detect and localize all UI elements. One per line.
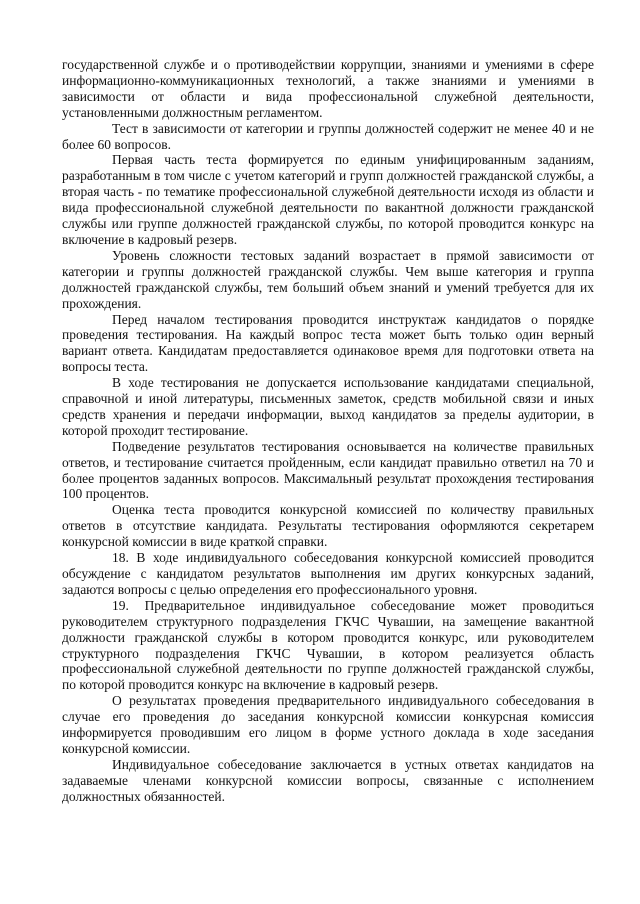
- paragraph-interview: Индивидуальное собеседование заключается в устных ответах кандидатов на задаваемые членами конкурсной комиссии вопросы, связанные с исполнением должностных обязанностей.: [62, 756, 594, 804]
- paragraph-test-parts: Первая часть теста формируется по единым унифицированным заданиям, разработанным в том числе с учетом категорий и групп должностей гражданской службы, а вторая часть - по тематике профессиональной служебной деятельности исходя из области и вида профессиональной служебной деятельности по вакантной должности гражданской службы или группе должностей гражданской службы, по которой проводится конкурс на включение в кадровый резерв.: [62, 152, 594, 247]
- paragraph-difficulty: Уровень сложности тестовых заданий возрастает в прямой зависимости от категории и группы должностей гражданской службы. Чем выше категория и группа должностей гражданской службы, тем больший объем знаний и умений требуется для их прохождения.: [62, 247, 594, 311]
- paragraph-test-question-count: Тест в зависимости от категории и группы должностей содержит не менее 40 и не более 60 вопросов.: [62, 120, 594, 152]
- paragraph-continuation: государственной службе и о противодействии коррупции, знаниями и умениями в сфере информационно-коммуникационных технологий, а также знаниями и умениями в зависимости от области и вида профессиональной служебной деятельности, установленными должностным регламентом.: [62, 57, 594, 120]
- paragraph-instruction: Перед началом тестирования проводится инструктаж кандидатов о порядке проведения тестирования. На каждый вопрос теста может быть только один верный вариант ответа. Кандидатам предоставляется одинаковое время для подготовки ответа на вопросы теста.: [62, 311, 594, 375]
- paragraph-item-19: 19. Предварительное индивидуальное собеседование может проводиться руководителем структурного подразделения ГКЧС Чувашии, на замещение вакантной должности гражданской службы в котором проводится конкурс, или руководителем структурного подразделения ГКЧС Чувашии, в котором реализуется область профессиональной служебной деятельности по группе должностей гражданской службы, по которой проводится конкурс на включение в кадровый резерв.: [62, 597, 594, 693]
- paragraph-preliminary-results: О результатах проведения предварительного индивидуального собеседования в случае его проведения до заседания конкурсной комиссии конкурсная комиссия информируется проводившим его лицом в форме устного доклада в ходе заседания конкурсной комиссии.: [62, 693, 594, 756]
- paragraph-item-18: 18. В ходе индивидуального собеседования конкурсной комиссией проводится обсуждение с кандидатом результатов выполнения им других конкурсных заданий, задаются вопросы с целью определения его профессионального уровня.: [62, 550, 594, 597]
- paragraph-evaluation: Оценка теста проводится конкурсной комиссией по количеству правильных ответов в отсутствие кандидата. Результаты тестирования оформляются секретарем конкурсной комиссии в виде краткой справки.: [62, 502, 594, 550]
- paragraph-restrictions: В ходе тестирования не допускается использование кандидатами специальной, справочной и иной литературы, письменных заметок, средств мобильной связи и иных средств хранения и передачи информации, выход кандидатов за пределы аудитории, в которой проходит тестирование.: [62, 375, 594, 438]
- document-page: [62, 57, 594, 805]
- paragraph-results: Подведение результатов тестирования основывается на количестве правильных ответов, и тестирование считается пройденным, если кандидат правильно ответил на 70 и более процентов заданных вопросов. Максимальный результат прохождения тестирования 100 процентов.: [62, 438, 594, 502]
